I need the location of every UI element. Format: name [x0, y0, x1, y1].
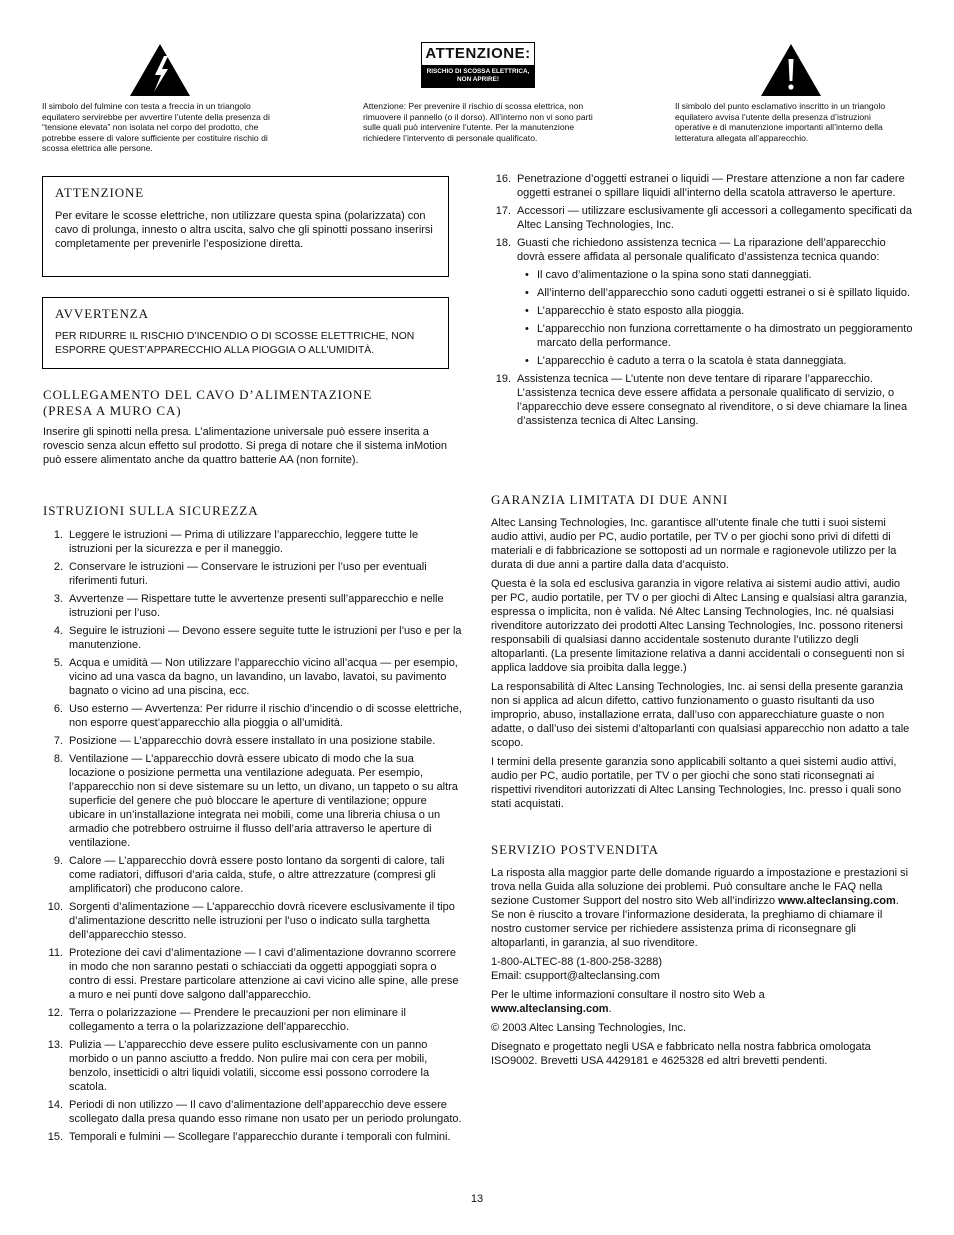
- collegamento-section: [43, 387, 463, 472]
- attenzione-box: [42, 176, 449, 277]
- lightning-symbol-description: Il simbolo del fulmine con testa a freccia in un triangolo equilatero servirebbe per avvertire l’utente della presenza di “tensione elevata” non isolata nel corpo del prodotto, che potrebbe essere di valore sufficiente per costituire rischio di scossa elettrica alle persone.: [42, 101, 270, 154]
- web-info: Per le ultime informazioni consultare il nostro sito Web a www.alteclansing.com.: [491, 989, 765, 1015]
- list-item: 12. Terra o polarizzazione — Prendere le precauzioni per non eliminare il collegamento a terra o la polarizzazione dell’apparecchio.: [47, 1007, 406, 1033]
- list-item: 14. Periodi di non utilizzo — Il cavo d’alimentazione dell’apparecchio deve essere scollegato dalla presa quando esso rimane non usato per un periodo prolungato.: [47, 1099, 462, 1125]
- phone-number: 1-800-ALTEC-88 (1-800-258-3288): [491, 956, 662, 968]
- warning-sign-line1: RISCHIO DI SCOSSA ELETTRICA,: [426, 68, 530, 75]
- bullet-item: • L’apparecchio è stato esposto alla pioggia.: [517, 304, 913, 318]
- istruzioni-list: [43, 528, 463, 1144]
- support-email: Email: csupport@alteclansing.com: [491, 970, 660, 982]
- list-item: 6. Uso esterno — Avvertenza: Per ridurre il rischio d’incendio o di scosse elettriche, non esporre quest’apparecchio alla pioggia o all’umidità.: [53, 703, 462, 729]
- website-link-2[interactable]: www.alteclansing.com: [491, 1003, 609, 1015]
- list-item: 3. Avvertenze — Rispettare tutte le avvertenze presenti sull’apparecchio e nelle istruzioni per l’uso.: [53, 593, 444, 619]
- lightning-triangle-icon: [128, 42, 192, 98]
- warning-sign-subtitle: [422, 65, 534, 87]
- exclamation-triangle-icon: [759, 42, 823, 98]
- garanzia-paragraph: Altec Lansing Technologies, Inc. garantisce all’utente finale che tutti i suoi sistemi audio attivi, audio per PC, audio portatile, per TV o per giochi sono privi di difetti di materiali e di fabbricazione se sottoposti ad un normale e ragionevole utilizzo per la durata di due anni a partire dalla data d’acquisto.: [491, 517, 897, 571]
- collegamento-title-line1: COLLEGAMENTO DEL CAVO D’ALIMENTAZIONE: [43, 387, 373, 402]
- garanzia-paragraph: I termini della presente garanzia sono applicabili soltanto a quei sistemi audio attivi, audio per PC, audio portatile, per TV o per giochi che sono stati riconsegnati ai rispettivi rivenditori autorizzati di Altec Lansing Technologies, Inc. presso i quali sono stati acquistati.: [491, 756, 902, 810]
- center-warning-description: Attenzione: Per prevenire il rischio di scossa elettrica, non rimuovere il pannello (o il dorso). All’interno non vi sono parti sulle quali può intervenire l’utente. Per la manutenzione richiedere l’intervento di personale qualificato.: [363, 101, 593, 143]
- avvertenza-title: AVVERTENZA: [55, 306, 149, 321]
- list-item: 9. Calore — L’apparecchio dovrà essere posto lontano da sorgenti di calore, tali come radiatori, diffusori d’aria calda, stufe, o altre attrezzature (compresi gli amplificatori) che producono calore.: [53, 855, 445, 895]
- page-number: 13: [470, 1193, 484, 1205]
- bullet-item: • All’interno dell’apparecchio sono caduti oggetti estranei o si è spillato liquido.: [517, 286, 913, 300]
- attenzione-title: ATTENZIONE: [55, 185, 145, 200]
- manufacturing-note: Disegnato e progettato negli USA e fabbricato nella nostra fabbrica omologata ISO9002. Brevetti USA 4429181 e 4625328 ed altri brevetti pendenti.: [491, 1041, 871, 1067]
- istruzioni-section: [43, 503, 463, 1148]
- bullet-item: • Il cavo d’alimentazione o la spina sono stati danneggiati.: [517, 268, 913, 282]
- istruzioni-continued: [491, 172, 913, 432]
- bullet-item: • L’apparecchio è caduto a terra o la scatola è stata danneggiata.: [517, 354, 913, 368]
- list-item: 18. Guasti che richiedono assistenza tecnica — La riparazione dell’apparecchio dovrà essere affidata al personale qualificato d’assistenza tecnica quando: • Il cavo d’alimentazione o la spina sono stati danneggiati. • All’interno dell’apparecchio sono caduti oggetti estranei o si è spillato liquido. • L’apparecchio è stato esposto alla pioggia. • L’apparecchio non funziona correttamente o ha dimostrato un peggioramento marcato della performance. • L’apparecchio è caduto a terra o la scatola è stata danneggiata.: [491, 236, 913, 368]
- istruzioni-title: ISTRUZIONI SULLA SICUREZZA: [43, 503, 259, 518]
- list-item: 13. Pulizia — L’apparecchio deve essere pulito esclusivamente con un panno morbido o un panno asciutto a freddo. Non pulire mai con cera per mobili, benzolo, insetticidi o altri liquidi volatili, siccome essi possono corrodere la scatola.: [47, 1039, 430, 1093]
- warning-sign: [421, 42, 535, 88]
- guasti-bullet-list: [517, 268, 913, 368]
- collegamento-title-line2: (PRESA A MURO CA): [43, 403, 182, 418]
- list-item: 2. Conservare le istruzioni — Conservare le istruzioni per l’uso per eventuali riferimenti futuri.: [53, 561, 427, 587]
- istruzioni-list-continued: [491, 172, 913, 428]
- attenzione-text: Per evitare le scosse elettriche, non utilizzare questa spina (polarizzata) con cavo di prolunga, innesto o altra uscita, salvo che gli spinotti possano inserirsi completamente per prevenirle l’esposizione diretta.: [55, 210, 433, 250]
- garanzia-paragraph: Questa è la sola ed esclusiva garanzia in vigore relativa ai sistemi audio attivi, audio per PC, audio portatile, per TV o per giochi di Altec Lansing e qualsiasi altra garanzia, espressa o implicita, non è valida. Né Altec Lansing Technologies, Inc. né qualsiasi rivenditore autorizzato dei prodotti Altec Lansing Technologies, Inc. possono ritenersi responsabili di qualsiasi danno accidentale sostenuto durante l’utilizzo degli altoparlanti. (La presente limitazione relativa a danni accidentali o conseguenti non si applica laddove sia proibita dalla legge.): [491, 578, 908, 674]
- list-item: 16. Penetrazione d’oggetti estranei o liquidi — Prestare attenzione a non far cadere oggetti estranei o spillare liquidi all’interno della scatola attraverso le aperture.: [495, 173, 905, 199]
- avvertenza-box: [42, 297, 449, 369]
- warning-sign-title: ATTENZIONE:: [425, 45, 531, 62]
- list-item: 5. Acqua e umidità — Non utilizzare l’apparecchio vicino all’acqua — per esempio, vicino ad una vasca da bagno, un lavandino, un lavabo, lavatoi, su pavimento bagnato o vicino ad una piscina, ecc.: [53, 657, 458, 697]
- list-item: 17. Accessori — utilizzare esclusivamente gli accessori a collegamento specificati da Altec Lansing Technologies, Inc.: [495, 205, 912, 231]
- list-item: 11. Protezione dei cavi d’alimentazione — I cavi d’alimentazione dovranno scorrere in modo che non saranno pestati o schiacciati da oggetti appoggiati sopra o contro di essi. Prestare particolare attenzione ai cavi vicino alle spine, alle prese a muro e nei punti dove salgono dall’apparecchio.: [48, 947, 459, 1001]
- collegamento-title: [43, 387, 463, 419]
- list-item: 15. Temporali e fulmini — Scollegare l’apparecchio durante i temporali con fulmini.: [47, 1131, 451, 1143]
- servizio-title: SERVIZIO POSTVENDITA: [491, 842, 659, 857]
- list-item: 8. Ventilazione — L’apparecchio dovrà essere ubicato di modo che la sua locazione o posizione permetta una ventilazione adeguata. Per esempio, l’apparecchio non si deve sistemare su un letto, un divano, un tappeto o su altra superficie del genere che può bloccare le aperture di ventilazione; oppure ubicare in un’installazione integrata nei mobili, come una libreria chiusa o un armadio che potrebbero ostruirne il flusso dell’aria attraverso le aperture di ventilazione.: [53, 753, 458, 849]
- list-item: 7. Posizione — L’apparecchio dovrà essere installato in una posizione stabile.: [53, 735, 436, 747]
- garanzia-paragraphs: [491, 516, 913, 811]
- list-item: 19. Assistenza tecnica — L’utente non deve tentare di riparare l’apparecchio. L’assistenza tecnica deve essere affidata a personale qualificato di servizio, o l’apparecchio deve essere consegnato al rivenditore, o si deve chiamare la linea d’assistenza tecnica di Altec Lansing.: [495, 373, 908, 427]
- exclamation-symbol-description: Il simbolo del punto esclamativo inscritto in un triangolo equilatero avvisa l’utente della presenza d’istruzioni operative e di manutenzione importanti all’interno della letteratura allegata all’apparecchio.: [675, 101, 886, 143]
- copyright: © 2003 Altec Lansing Technologies, Inc.: [491, 1022, 687, 1034]
- servizio-section: [491, 842, 913, 1073]
- garanzia-paragraph: La responsabilità di Altec Lansing Technologies, Inc. ai sensi della presente garanzia non si applica ad alcun difetto, cattivo funzionamento o guasto risultanti da uso improprio, abuso, installazione errata, dall’uso con apparecchiature guaste o non adatte, o dall’uso dei sistemi d’altoparlanti con qualsiasi apparecchio non adatto a tale scopo.: [491, 681, 910, 749]
- garanzia-section: [491, 492, 913, 816]
- list-item: 4. Seguire le istruzioni — Devono essere seguite tutte le istruzioni per l’uso e per la manutenzione.: [53, 625, 462, 651]
- warning-sign-line2: NON APRIRE!: [456, 76, 499, 83]
- collegamento-text: Inserire gli spinotti nella presa. L’alimentazione universale può essere inserita a rovescio senza alcun effetto sul prodotto. Si prega di notare che il sistema inMotion può essere alimentato anche da quattro batterie AA (non fornite).: [43, 426, 447, 466]
- avvertenza-text: PER RIDURRE IL RISCHIO D’INCENDIO O DI SCOSSE ELETTRICHE, NON ESPORRE QUEST’APPARECCHIO ALLA PIOGGIA O ALL’UMIDITÀ.: [55, 331, 415, 356]
- list-item: 1. Leggere le istruzioni — Prima di utilizzare l’apparecchio, leggere tutte le istruzioni per la sicurezza e per il maneggio.: [53, 529, 419, 555]
- website-link[interactable]: www.alteclansing.com: [778, 895, 896, 907]
- bullet-item: • L’apparecchio non funziona correttamente o ha dimostrato un peggioramento marcato della performance.: [517, 322, 913, 350]
- servizio-paragraph: La risposta alla maggior parte delle domande riguardo a impostazione e prestazioni si trova nella Guida alla soluzione dei problemi. Può consultare anche le FAQ nella sezione Customer Support del nostro sito Web all’indirizzo www.alteclansing.com. Se non è riuscito a trovare l’informazione desiderata, la preghiamo di chiamare il nostro customer service per richiedere assistenza prima di riconsegnare gli altoparlanti, in garanzia, al suo rivenditore.: [491, 867, 909, 949]
- list-item: 10. Sorgenti d’alimentazione — L’apparecchio dovrà ricevere esclusivamente il tipo d’alimentazione descritto nelle istruzioni per l’uso o indicato sulla targhetta dell’apparecchio stesso.: [47, 901, 455, 941]
- garanzia-title: GARANZIA LIMITATA DI DUE ANNI: [491, 492, 729, 507]
